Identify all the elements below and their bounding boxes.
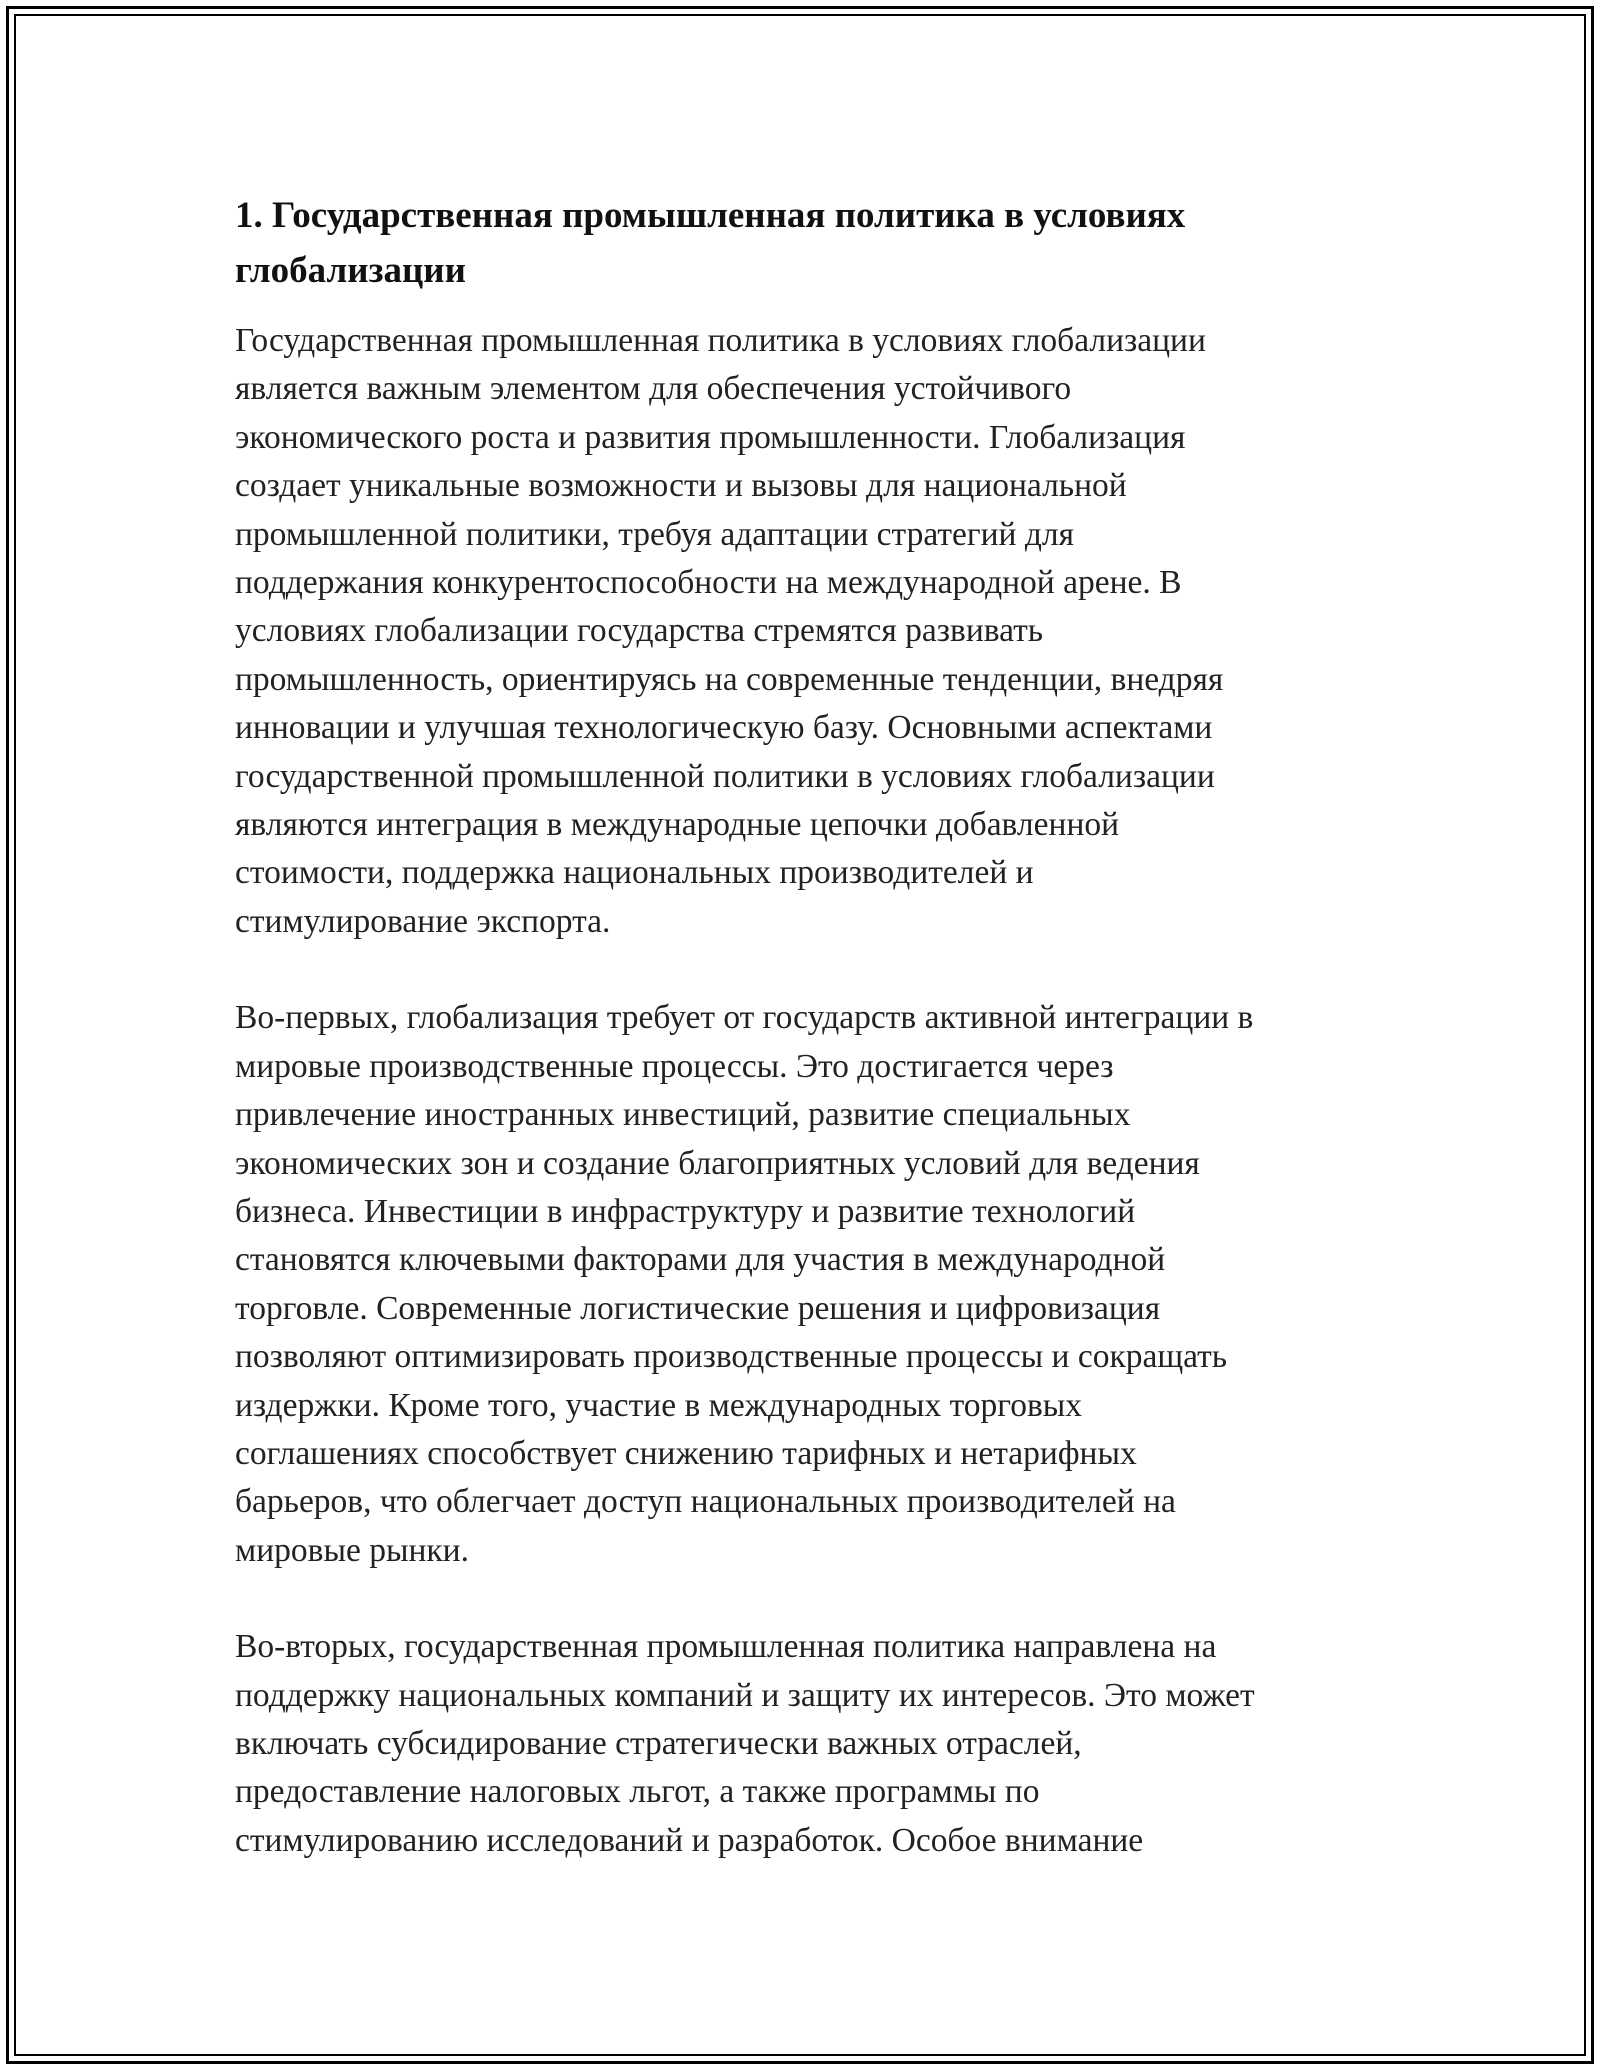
text-line: экономического роста и развития промышленности. Глобализация (235, 418, 1186, 456)
text-line: предоставление налоговых льгот, а также программы по (235, 1773, 1040, 1811)
text-line: Во-первых, глобализация требует от государств активной интеграции в (235, 999, 1254, 1037)
text-line: стимулированию исследований и разработок. Особое внимание (235, 1821, 1144, 1859)
text-line: позволяют оптимизировать производственные процессы и сокращать (235, 1338, 1228, 1376)
text-line: создает уникальные возможности и вызовы для национальной (235, 467, 1127, 505)
text-line: государственной промышленной политики в условиях глобализации (235, 757, 1215, 795)
text-line: становятся ключевыми факторами для участия в международной (235, 1241, 1166, 1279)
paragraph-second-point (235, 1623, 1365, 1865)
text-line: инновации и улучшая технологическую базу. Основными аспектами (235, 709, 1213, 747)
text-line: соглашениях способствует снижению тарифных и нетарифных (235, 1434, 1137, 1472)
text-line: промышленной политики, требуя адаптации стратегий для (235, 515, 1074, 553)
text-line: мировые производственные процессы. Это достигается через (235, 1047, 1114, 1085)
heading-line: глобализации (235, 250, 466, 291)
text-line: условиях глобализации государства стремятся развивать (235, 612, 1044, 650)
text-line: Государственная промышленная политика в условиях глобализации (235, 322, 1206, 359)
text-line: стоимости, поддержка национальных производителей и (235, 854, 1034, 892)
text-line: стимулирование экспорта. (235, 902, 611, 940)
text-line: экономических зон и создание благоприятных условий для ведения (235, 1144, 1200, 1182)
text-line: привлечение иностранных инвестиций, развитие специальных (235, 1096, 1131, 1134)
text-line: являются интеграция в международные цепочки добавленной (235, 806, 1120, 844)
text-line: Во-вторых, государственная промышленная политика направлена на (235, 1628, 1217, 1666)
section-heading (235, 188, 1365, 298)
paragraph-first-point (235, 994, 1365, 1575)
text-line: промышленность, ориентируясь на современные тенденции, внедряя (235, 660, 1224, 698)
text-line: поддержания конкурентоспособности на международной арене. В (235, 564, 1182, 602)
text-line: торговле. Современные логистические решения и цифровизация (235, 1289, 1161, 1327)
document-body (235, 188, 1365, 1865)
text-line: бизнеса. Инвестиции в инфраструктуру и развитие технологий (235, 1192, 1136, 1230)
paragraph-intro (235, 317, 1365, 946)
text-line: издержки. Кроме того, участие в международных торговых (235, 1386, 1083, 1424)
text-line: барьеров, что облегчает доступ национальных производителей на (235, 1483, 1176, 1521)
text-line: поддержку национальных компаний и защиту их интересов. Это может (235, 1676, 1255, 1714)
text-line: является важным элементом для обеспечения устойчивого (235, 370, 1072, 408)
text-line: включать субсидирование стратегически важных отраслей, (235, 1724, 1082, 1762)
heading-line: 1. Государственная промышленная политика в условиях (235, 195, 1186, 236)
text-line: мировые рынки. (235, 1531, 469, 1569)
